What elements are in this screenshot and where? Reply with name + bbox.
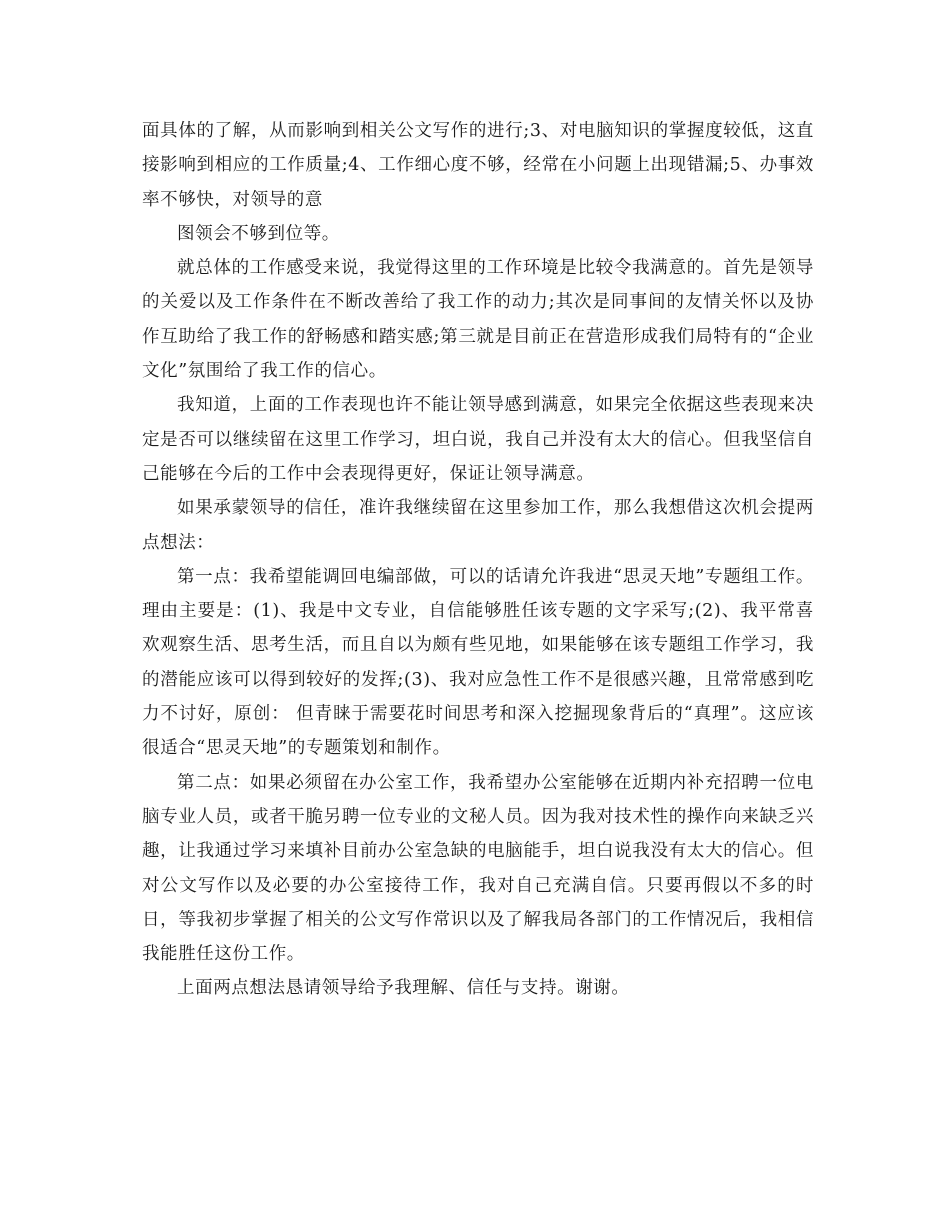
paragraph-continuation: 面具体的了解，从而影响到相关公文写作的进行;3、对电脑知识的掌握度较低，这直接影响到相应的工作质量;4、工作细心度不够，经常在小问题上出现错漏;5、办事效率不够快，对领导的意 xyxy=(142,121,814,210)
paragraph-point-one: 第一点：我希望能调回电编部做，可以的话请允许我进“思灵天地”专题组工作。理由主要是：(1)、我是中文专业，自信能够胜任该专题的文字采写;(2)、我平常喜欢观察生活、思考生活，而且自以为颇有些见地，如果能够在该专题组工作学习，我的潜能应该可以得到较好的发挥;(3)、我对应急性工作不是很感兴趣，且常常感到吃力不讨好，原创： 但青睐于需要花时间思考和深入挖掘现象背后的“真理”。这应该很适合“思灵天地”的专题策划和制作。 xyxy=(142,566,814,759)
paragraph-point-two: 第二点：如果必须留在办公室工作，我希望办公室能够在近期内补充招聘一位电脑专业人员，或者干脆另聘一位专业的文秘人员。因为我对技术性的操作向来缺乏兴趣，让我通过学习来填补目前办公室急缺的电脑能手，坦白说我没有太大的信心。但对公文写作以及必要的办公室接待工作，我对自己充满自信。只要再假以不多的时日，等我初步掌握了相关的公文写作常识以及了解我局各部门的工作情况后，我相信我能胜任这份工作。 xyxy=(142,772,814,965)
paragraph-closing: 上面两点想法恳请领导给予我理解、信任与支持。谢谢。 xyxy=(177,978,630,999)
paragraph-continuation-end: 图领会不够到位等。 xyxy=(177,223,340,244)
paragraph-proposal-intro: 如果承蒙领导的信任，准许我继续留在这里参加工作，那么我想借这次机会提两点想法： xyxy=(142,498,814,553)
paragraph-work-feeling: 就总体的工作感受来说，我觉得这里的工作环境是比较令我满意的。首先是领导的关爱以及工作条件在不断改善给了我工作的动力;其次是同事间的友情关怀以及协作互助给了我工作的舒畅感和踏实感;第三就是目前正在营造形成我们局特有的“企业文化”氛围给了我工作的信心。 xyxy=(142,258,814,382)
paragraph-self-assessment: 我知道，上面的工作表现也许不能让领导感到满意，如果完全依据这些表现来决定是否可以继续留在这里工作学习，坦白说，我自己并没有太大的信心。但我坚信自己能够在今后的工作中会表现得更好，保证让领导满意。 xyxy=(142,395,814,484)
document-body xyxy=(142,114,814,1006)
